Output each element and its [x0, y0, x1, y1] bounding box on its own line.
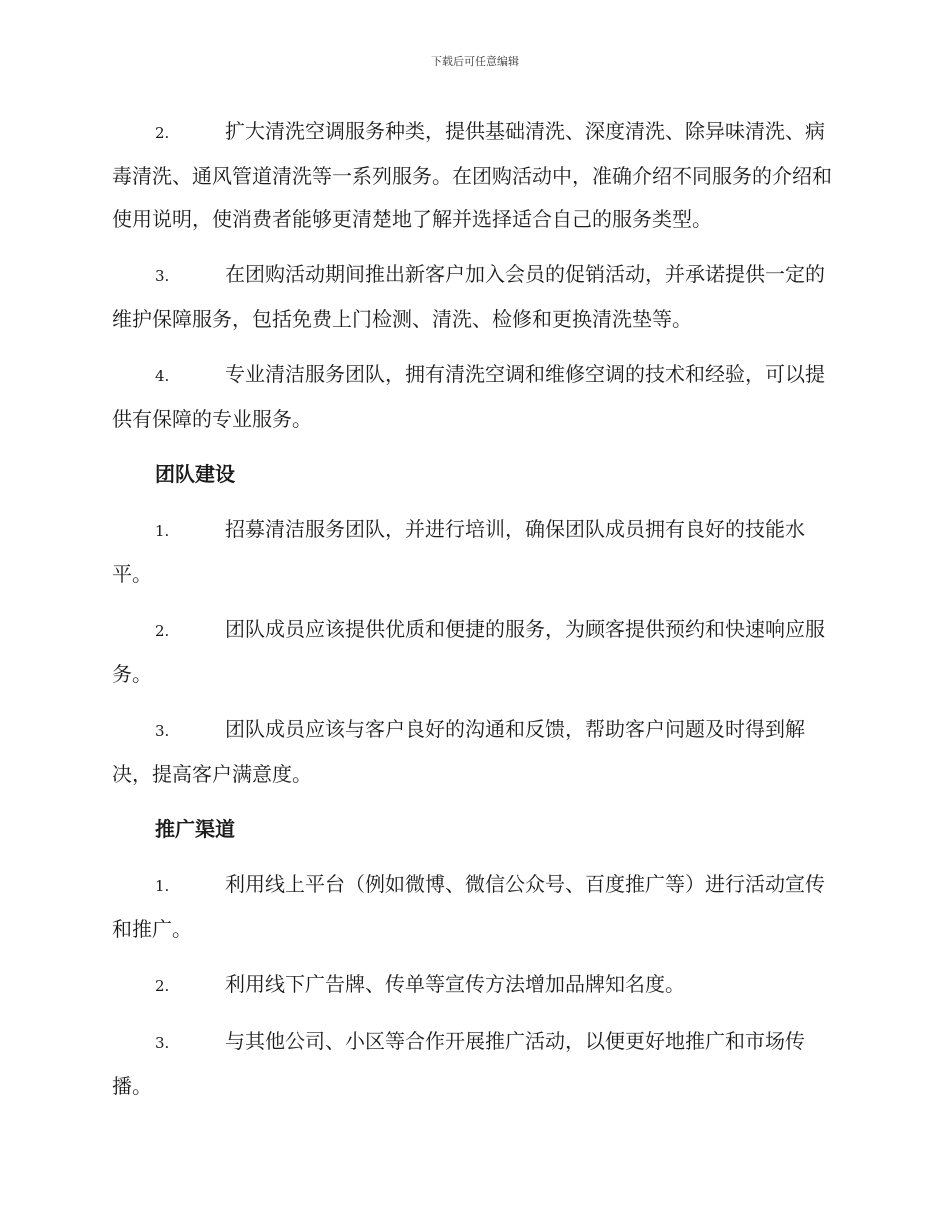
list-item	[112, 508, 834, 596]
list-item	[112, 963, 834, 1008]
list-number: 1.	[155, 877, 170, 895]
list-text: 利用线上平台（例如微博、微信公众号、百度推广等）进行活动宣传和推广。	[112, 872, 825, 941]
list-item	[112, 110, 834, 241]
list-text: 团队成员应该提供优质和便捷的服务，为顾客提供预约和快速响应服务。	[112, 617, 825, 686]
list-text: 与其他公司、小区等合作开展推广活动，以便更好地推广和市场传播。	[112, 1029, 805, 1098]
list-text: 利用线下广告牌、传单等宣传方法增加品牌知名度。	[225, 972, 685, 996]
list-number: 2.	[155, 124, 170, 142]
list-item	[112, 608, 834, 696]
list-item	[112, 708, 834, 796]
list-text: 专业清洁服务团队，拥有清洗空调和维修空调的技术和经验，可以提供有保障的专业服务。	[112, 362, 825, 431]
section-heading-team: 团队建设	[155, 462, 235, 486]
list-number: 2.	[155, 977, 170, 995]
page-header: 下载后可任意编辑	[431, 55, 519, 68]
list-text: 扩大清洗空调服务种类，提供基础清洗、深度清洗、除异味清洗、病毒清洗、通风管道清洗等一系列服务。在团购活动中，准确介绍不同服务的介绍和使用说明，使消费者能够更清楚地了解并选择适合自己的服务类型。	[112, 119, 832, 231]
list-number: 2.	[155, 622, 170, 640]
list-item	[112, 353, 834, 441]
list-number: 3.	[155, 1034, 170, 1052]
list-text: 招募清洁服务团队，并进行培训，确保团队成员拥有良好的技能水平。	[112, 517, 805, 586]
document-body	[112, 110, 834, 1120]
list-number: 3.	[155, 722, 170, 740]
list-text: 团队成员应该与客户良好的沟通和反馈，帮助客户问题及时得到解决，提高客户满意度。	[112, 717, 805, 786]
list-number: 1.	[155, 522, 170, 540]
section-heading-promotion: 推广渠道	[155, 817, 235, 841]
list-text: 在团购活动期间推出新客户加入会员的促销活动，并承诺提供一定的维护保障服务，包括免费上门检测、清洗、检修和更换清洗垫等。	[112, 262, 825, 331]
list-number: 4.	[155, 367, 170, 385]
list-item	[112, 253, 834, 341]
list-item	[112, 1020, 834, 1108]
list-number: 3.	[155, 267, 170, 285]
list-item	[112, 863, 834, 951]
